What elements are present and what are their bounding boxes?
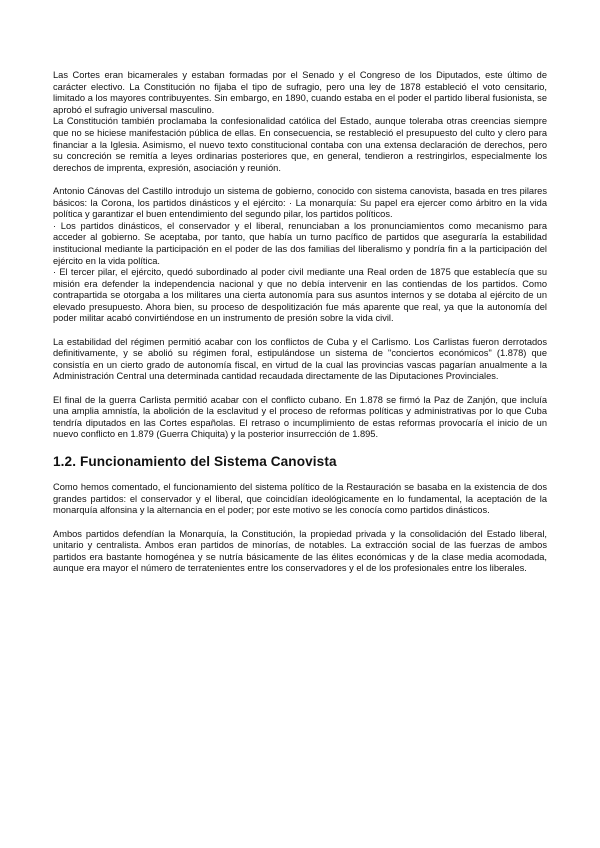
spacer bbox=[53, 325, 547, 337]
paragraph-paz-zanjon: El final de la guerra Carlista permitió acabar con el conflicto cubano. En 1.878 se firmó la Paz de Zanjón, que incluía una amplia amnistía, la abolición de la esclavitud y el proceso de reformas políticas y administrativas por lo que Cuba tendría diputados en las Cortes españolas. El retraso o incumplimiento de estas reformas provocaría el inicio de un nuevo conflicto en 1.879 (Guerra Chiquita) y la posterior insurrección de 1.895. bbox=[53, 394, 547, 440]
spacer bbox=[53, 471, 547, 483]
paragraph-confesionalidad: La Constitución también proclamaba la confesionalidad católica del Estado, aunque toleraba otras creencias siempre que no se hiciese manifestación pública de ellas. En consecuencia, se restableció el presupuesto del culto y clero para financiar a la Iglesia. Asimismo, el nuevo texto constitucional contaba con una extensa declaración de derechos, pero su concreción se remitía a leyes ordinarias posteriores que, en general, tendieron a restringirlos, especialmente los derechos de imprenta, expresión, asociación y reunión. bbox=[53, 116, 547, 173]
paragraph-partidos-dinasticos: · Los partidos dinásticos, el conservador y el liberal, renunciaban a los pronunciamientos como mecanismo para acceder al gobierno. Se aceptaba, por tanto, que había un turno pacífico de partidos que aseguraría la estabilidad institucional mediante la participación en el poder de las dos familias del liberalismo y pondría fin a la participación del ejército en la vida política. bbox=[53, 220, 547, 266]
paragraph-ambos-partidos: Ambos partidos defendían la Monarquía, la Constitución, la propiedad privada y la consolidación del Estado liberal, unitario y centralista. Ambos eran partidos de minorías, de notables. La extracción social de las fuerzas de ambos partidos era bastante homogénea y se nutría básicamente de las élites económicas y de la clase media acomodada, aunque era mayor el número de terratenientes entre los conservadores y el de los profesionales entre los liberales. bbox=[53, 528, 547, 574]
paragraph-cortes: Las Cortes eran bicamerales y estaban formadas por el Senado y el Congreso de los Diputados, este último de carácter electivo. La Constitución no fijaba el tipo de sufragio, pero una ley de 1878 estableció el voto censitario, limitado a los mayores contribuyentes. Sin embargo, en 1890, cuando estaba en el poder el partido liberal fusionista, se aprobó el sufragio universal masculino. bbox=[53, 70, 547, 115]
section-heading: 1.2. Funcionamiento del Sistema Canovista bbox=[53, 453, 337, 469]
spacer bbox=[53, 383, 547, 395]
spacer bbox=[53, 174, 547, 186]
paragraph-funcionamiento: Como hemos comentado, el funcionamiento del sistema político de la Restauración se basaba en la existencia de dos grandes partidos: el conservador y el liberal, que coincidían ideológicamente en lo fundamental, la aceptación de la monarquía alfonsina y la alternancia en el poder; por este motivo se les conocía como partidos dinásticos. bbox=[53, 482, 547, 516]
paragraph-ejercito: · El tercer pilar, el ejército, quedó subordinado al poder civil mediante una Real orden de 1875 que establecía que su misión era defender la independencia nacional y que no debía intervenir en las contiendas de los partidos. Como contrapartida se otorgaba a los militares una cierta autonomía para sus asuntos internos y se dotaba al ejército de un elevado presupuesto. Ahora bien, su proceso de despolitización fue más aparente que real, ya que la autonomía del poder militar acabó convirtiéndose en un instrumento de presión sobre la vida civil. bbox=[53, 267, 547, 324]
paragraph-cuba-carlismo: La estabilidad del régimen permitió acabar con los conflictos de Cuba y el Carlismo. Los Carlistas fueron derrotados definitivamente, y se abolió su régimen foral, estipulándose un sistema de "conciertos económicos" (1.878) que consistía en un cierto grado de autonomía fiscal, en virtud de la cual las provincias vascas pagarían anualmente a la Administración Central una determinada cantidad recaudada directamente de las Diputaciones Provinciales. bbox=[53, 336, 547, 382]
spacer bbox=[53, 441, 547, 453]
paragraph-sistema-canovista: Antonio Cánovas del Castillo introdujo un sistema de gobierno, conocido con sistema canovista, basada en tres pilares básicos: la Corona, los partidos dinásticos y el ejército: · La monarquía: Su papel era ejercer como árbitro en la vida política y garantizar el buen entendimiento del segundo pilar, los partidos políticos. bbox=[53, 185, 547, 220]
spacer bbox=[53, 517, 547, 529]
